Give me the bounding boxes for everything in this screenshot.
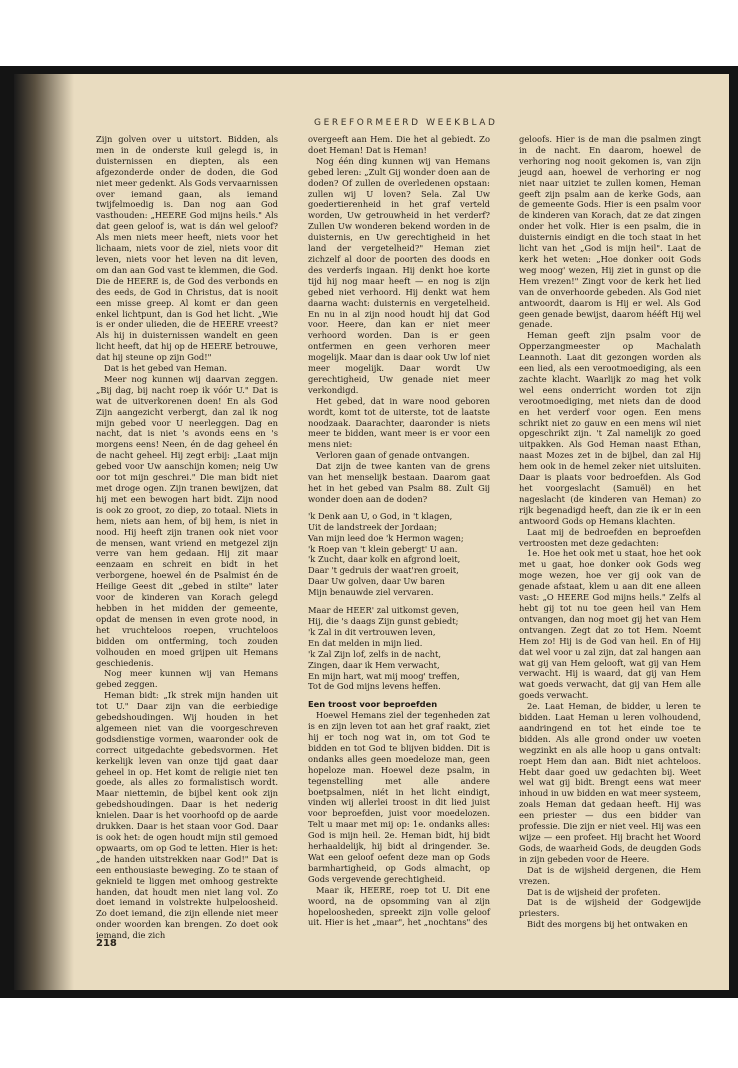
paragraph: Het gebed, dat in ware nood geboren wordt, komt tot de uiterste, tot de laatste noodzaak. Daarachter, daaronder is niets meer te bidden, want meer is er voor een mens niet:: [308, 395, 490, 450]
verse-line: En dat melden in mijn lied.: [308, 637, 423, 648]
paragraph: Nog één ding kunnen wij van Hemans gebed leren: „Zult Gij wonder doen aan de doden? Of zullen de overledenen opstaan: zullen wij U loven? Sela. Zal Uw goedertierenheid in het graf verteld worden, Uw getrouwheid in het verderf? Zullen Uw wonderen bekend worden in de duisternis, en Uw gerechtigheid in het land der vergetelheid?" Heman ziet zichzelf al door de poorten des doods en des verderfs ingaan. Hij denkt hoe korte tijd hij nog maar heeft — en nog is zijn gebed niet verhoord. Hij denkt wat hem daarna wacht: duisternis en vergetelheid. En nu in al zijn nood houdt hij dat God voor. Heere, dan kan er niet meer verhoord worden. Dan is er geen ontfermen en geen verhoren meer mogelijk. Maar dan is daar ook Uw lof niet meer mogelijk. Daar wordt Uw gerechtigheid, Uw genade niet meer verkondigd.: [308, 155, 490, 395]
paragraph: Maar ik, HEERE, roep tot U. Dit ene woord, na de opsomming van al zijn hopeloosheden, spreekt zijn volle geloof uit. Hier is het „maar", het „nochtans" des: [308, 884, 490, 928]
text-column-right: [519, 134, 701, 930]
verse-line: 'k Zucht, daar kolk en afgrond loeit,: [308, 554, 461, 565]
verse-line: Uit de landstreek der Jordaan;: [308, 521, 437, 532]
paragraph: geloofs. Hier is de man die psalmen zingt in de nacht. En daarom, hoewel de verhoring nog nooit gekomen is, van zijn jeugd aan, hoewel de verhoring er nog niet naar uitziet te zullen komen, Heman geeft zijn psalm aan de kerke Gods, aan de gemeente Gods. Hier is een psalm voor de kinderen van Korach, dat ze dat zingen onder het volk. Hier is een psalm, die in duisternis eindigt en die toch staat in het licht van het „God is mijn heil". Laat de kerk het weten: „Hoe donker ooit Gods weg moog' wezen, Hij ziet in gunst op die Hem vrezen!" Zingt voor de kerk het lied van de onverhoorde gebeden. Als God niet antwoordt, daarom is Hij er wel. Als God geen genade bewijst, daarom hééft Hij wel genade.: [519, 134, 701, 330]
paragraph: 2e. Laat Heman, de bidder, u leren te bidden. Laat Heman u leren volhoudend, aandringend en tot het einde toe te bidden. Als alle grond onder uw voeten wegzinkt en als alle hoop u gans ontvalt: roept Hem dan aan. Bidt niet achteloos. Hebt daar goed uw gedachten bij. Weet wel wat gij bidt. Brengt eens wat meer inhoud in uw bidden en wat meer systeem, zoals Heman dat gedaan heeft. Hij was een priester — dus een bidder van professie. Die zijn er niet veel. Hij was een wijze — een profeet. Hij bracht het Woord Gods, de waarheid Gods, de deugden Gods in zijn gebeden voor de Heere.: [519, 701, 701, 864]
paragraph: Dat is de wijsheid der Godgewijde priesters.: [519, 897, 701, 919]
scan-background: [0, 66, 738, 998]
running-header: GEREFORMEERD WEEKBLAD: [314, 118, 498, 128]
paragraph: Laat mij de bedroefden en beproefden vertroosten met deze gedachten:: [519, 526, 701, 548]
paragraph: Heman bidt: „Ik strek mijn handen uit tot U." Daar zijn van die eerbiedige gebedshoudingen. Wij houden in het algemeen niet van die voorgeschreven godsdienstige vormen, waaronder ook de correct uitgedachte gebedsvormen. Het kerkelijk leven van onze tijd gaat daar geheel in op. Het komt de religie niet ten goede, als alles zo formalistisch wordt. Maar niettemin, de bijbel kent ook zijn gebedshoudingen. Daar is het nederig knielen. Daar is het voorhoofd op de aarde drukken. Daar is het staan voor God. Daar is ook het: de ogen houdt mijn stil gemoed opwaarts, om op God te letten. Hier is het: „de handen uitstrekken naar God!" Dat is een enthousiaste beweging. Zo te staan of geknield te liggen met omhoog gestrekte handen, dat houdt men niet lang vol. Zo doet iemand in volstrekte hulpeloosheid. Zo doet iemand, die zijn ellende niet meer onder woorden kan brengen. Zo doet ook iemand, die zich: [96, 690, 278, 941]
text-column-left: [96, 134, 278, 941]
paragraph: Verloren gaan of genade ontvangen.: [316, 450, 470, 461]
verse-line: Van mijn leed doe 'k Hermon wagen;: [308, 532, 464, 543]
magazine-page: [14, 74, 729, 990]
paragraph: Dat is de wijsheid dergenen, die Hem vrezen.: [519, 864, 701, 886]
paragraph: Dat is de wijsheid der profeten.: [527, 886, 661, 897]
verse-line: Hij, die 's daags Zijn gunst gebiedt;: [308, 615, 459, 626]
paragraph: overgeeft aan Hem. Die het al gebiedt. Zo doet Heman! Dat is Heman!: [308, 134, 490, 155]
text-column-middle: [308, 134, 490, 928]
paragraph: Hoewel Hemans ziel der tegenheden zat is en zijn leven tot aan het graf raakt, ziet hij er toch nog wat in, om tot God te bidden en tot God te blijven bidden. Dit is ondanks alles geen moedeloze man, geen hopeloze man. Hoewel deze psalm, in tegenstelling met alle andere boetpsalmen, niét in het licht eindigt, vinden wij allerlei troost in dit lied juist voor beproefden, juist voor moedelozen. Telt u maar met mij op: 1e. ondanks alles: God is mijn heil. 2e. Heman bidt, hij bidt herhaaldelijk, hij bidt al dringender. 3e. Wat een geloof oefent deze man op Gods barmhartigheid, op Gods almacht, op Gods vergevende gerechtigheid.: [308, 710, 490, 884]
psalm-verse: [308, 511, 490, 693]
paragraph: Nog meer kunnen wij van Hemans gebed zeggen.: [96, 668, 278, 690]
verse-line: 'k Denk aan U, o God, in 't klagen,: [308, 510, 453, 521]
paragraph: Heman geeft zijn psalm voor de Opperzangmeester op Machalath Leannoth. Laat dit gezongen worden als een lied, als een verootmoediging, als een zachte klacht. Waarlijk zo mag het volk wel eens onderricht worden tot zijn verootmoediging, met niets dan de dood en het verderf voor ogen. Een mens schrikt niet zo gauw en een mens wil niet opgeschrikt zijn. 't Zal namelijk zo goed uitpakken. Als God Heman naast Ethan, naast Mozes zet in de bijbel, dan zal Hij hem ook in de hemel zeker niet uitsluiten. Daar is plaats voor bedroefden. Als God het voorgeslacht (Samuël) en het nageslacht (de kinderen van Heman) zo rijk begenadigd heeft, dan zie ik er in een antwoord Gods op Hemans klachten.: [519, 330, 701, 526]
verse-line: Tot de God mijns levens heffen.: [308, 681, 441, 692]
paragraph: Zijn golven over u uitstort. Bidden, als men in de onderste kuil gelegd is, in duisternissen en diepten, als een afgezonderde onder de doden, die God niet meer gedenkt. Als Gods vervaarnissen over iemand gaan, als iemand twijfelmoedig is. Dan nog aan God vasthouden: „HEERE God mijns heils." Als dat geen geloof is, wat is dán wel geloof? Als men niets meer heeft, niets voor het lichaam, niets voor de ziel, niets voor dit leven, niets voor het leven na dit leven, om dan aan God vast te klemmen, die God. Die de HEERE is, de God des verbonds en des eeds, de God in Christus, dat is nooit een misse greep. Al komt er dan geen enkel lichtpunt, dan is God het licht. „Wie is er onder ulieden, die de HEERE vreest? Als hij in duisternissen wandelt en geen licht heeft, dat hij op de HEERE betrouwe, dat hij steune op zijn God!": [96, 134, 278, 363]
paragraph: 1e. Hoe het ook met u staat, hoe het ook met u gaat, hoe donker ook Gods weg moge wezen, hoe ver gij ook van de genade afstaat, klem u aan dit ene alleen vast: „O HEERE God mijns heils." Zelfs al hebt gij tot nu toe geen heil van Hem ontvangen, dan nog moet gij het van Hem ontvangen. Zegt dat zo tot Hem. Noemt Hem zo! Hij is de God van heil. En of Hij dat wel voor u zal zijn, dat zal hangen aan wat gij van Hem gelooft, wat gij van Hem verwacht. Hij is waard, dat gij van Hem wat goeds verwacht, dat gij van Hem alle goeds verwacht.: [519, 548, 701, 701]
verse-line: Mijn benauwde ziel vervaren.: [308, 587, 434, 598]
column-middle-text-bottom: [308, 710, 490, 928]
paragraph: Dat zijn de twee kanten van de grens van het menselijk bestaan. Daarom gaat het in het gebed van Psalm 88. Zult Gij wonder doen aan de doden?: [308, 461, 490, 504]
verse-line: Daar Uw golven, daar Uw baren: [308, 576, 445, 587]
verse-line: En mijn hart, wat mij moog' treffen,: [308, 670, 460, 681]
verse-stanza: [308, 605, 490, 692]
column-middle-text-top: [308, 134, 490, 505]
verse-line: 'k Roep van 't klein gebergt' U aan.: [308, 543, 458, 554]
paragraph: Bidt des morgens bij het ontwaken en: [527, 919, 688, 930]
paragraph: Meer nog kunnen wij daarvan zeggen. „Bij dag, bij nacht roep ik vóór U." Dat is wat de uitverkorenen doen! En als God Zijn aangezicht verbergt, dan zal ik nog mijn gebed voor U neerleggen. Dag en nacht, dat is niet 's avonds eens en 's morgens eens! Neen, én de dag geheel én de nacht geheel. Hij zegt erbij: „Laat mijn gebed voor Uw aanschijn komen; neig Uw oor tot mijn geschrei." Die man bidt niet met droge ogen. Zijn tranen bewijzen, dat hij met een bewogen hart bidt. Zijn nood is ook zo groot, zo diep, zo totaal. Niets in hem, niets aan hem, of bij hem, is niet in nood. Hij heeft zijn tranen ook niet voor de mensen, want vriend en metgezel zijn verre van hem gedaan. Hij zit maar eenzaam en schreit en bidt in het verborgene, hoewel én de Psalmist én de Heilige Geest dit „gebed in stilte" later voor de kinderen van Korach gelegd hebben in het midden der gemeente, opdat de mensen in even grote nood, in het vruchteloos roepen, vruchteloos bidden om ontferming, toch zouden volhouden en moed grijpen uit Hemans geschiedenis.: [96, 373, 278, 668]
verse-line: 'k Zal in dit vertrouwen leven,: [308, 626, 436, 637]
verse-line: Maar de HEER' zal uitkomst geven,: [308, 605, 460, 616]
verse-stanza: [308, 511, 490, 598]
verse-line: 'k Zal Zijn lof, zelfs in de nacht,: [308, 648, 442, 659]
section-heading: Een troost voor beproefden: [308, 699, 438, 710]
paragraph: Dat is het gebed van Heman.: [104, 363, 227, 374]
verse-line: Zingen, daar ik Hem verwacht,: [308, 659, 440, 670]
page-number: 218: [96, 938, 117, 949]
verse-line: Daar 't gedruis der waat'ren groeit,: [308, 565, 459, 576]
